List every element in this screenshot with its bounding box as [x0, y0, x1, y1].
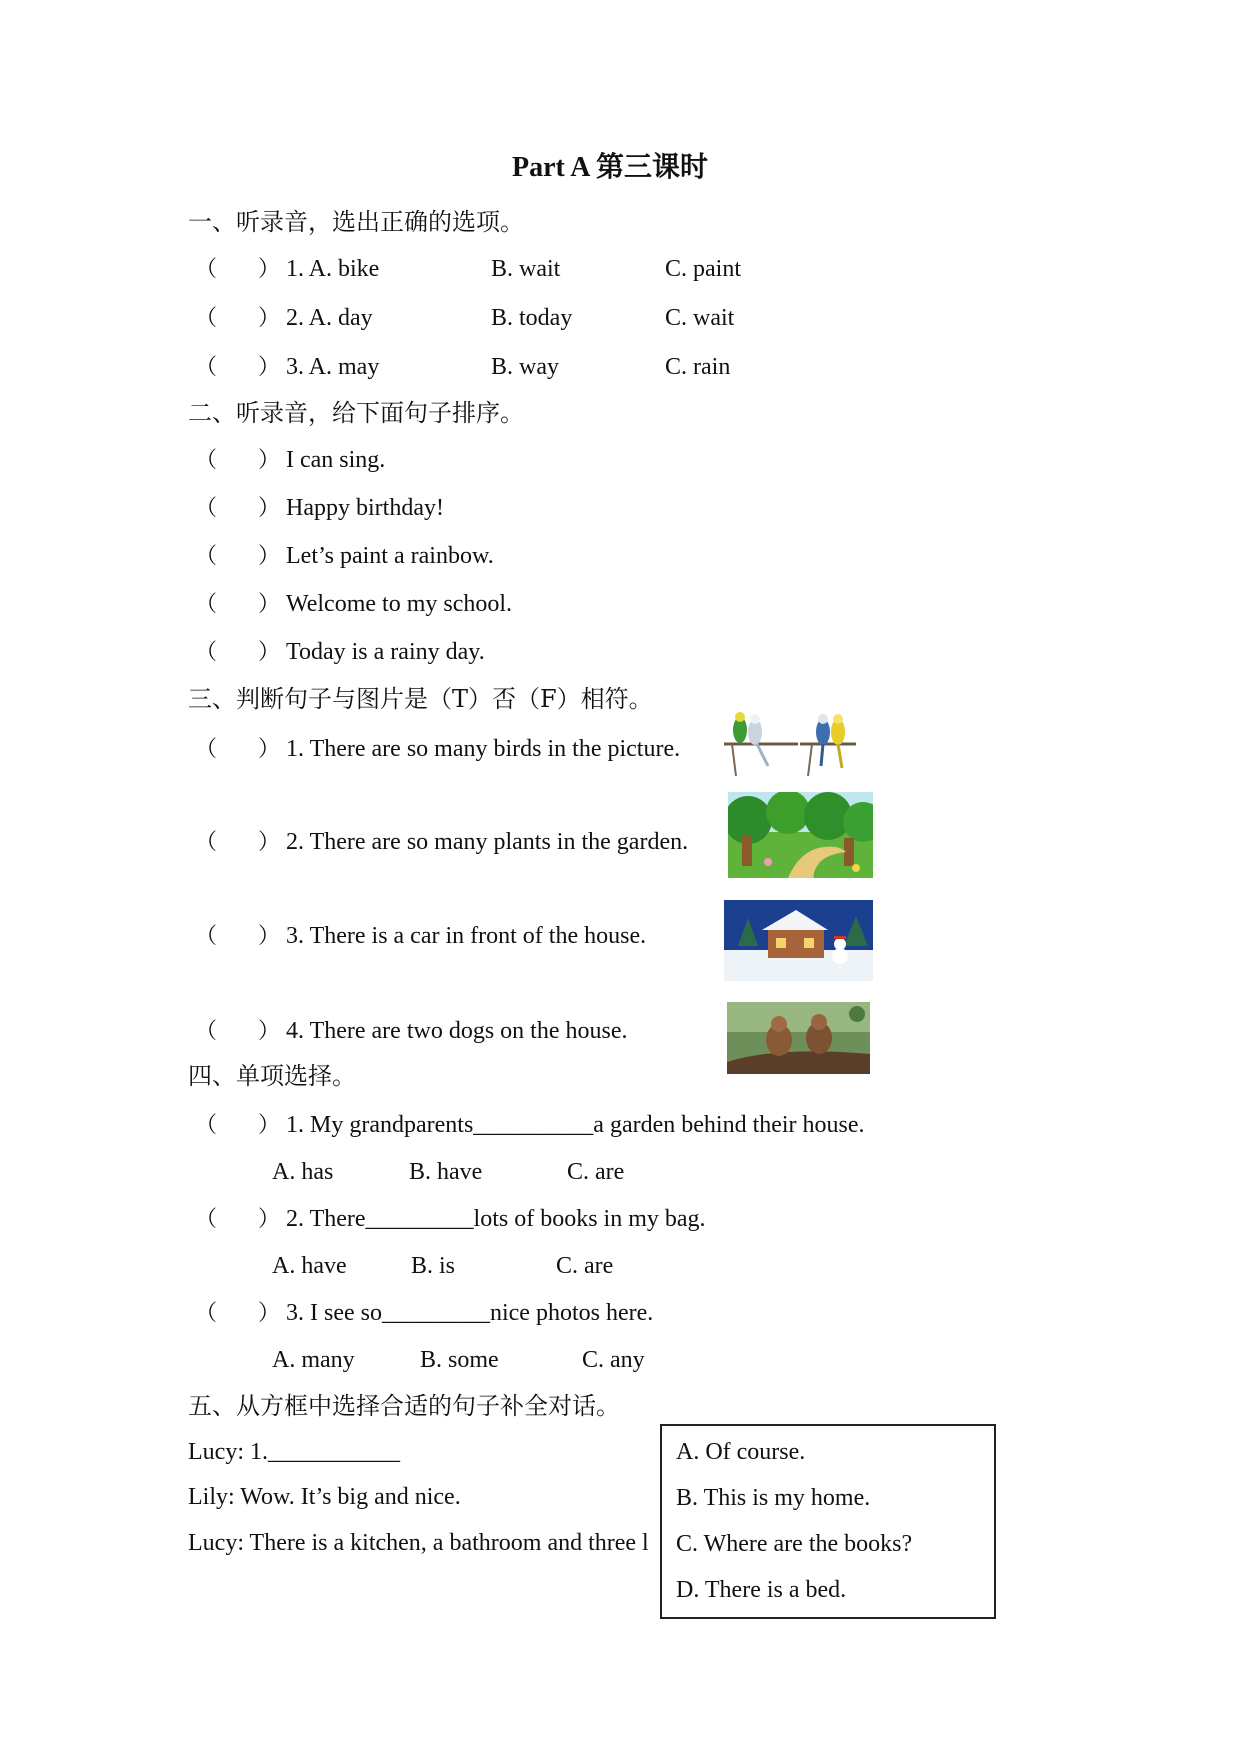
- sentence: Today is a rainy day.: [286, 639, 485, 665]
- options-box: [660, 1424, 996, 1619]
- close-paren: ）: [258, 591, 281, 616]
- option-b: B. way: [491, 354, 559, 380]
- section-3-heading: 三、判断句子与图片是（T）否（F）相符。: [188, 685, 653, 713]
- statement: 4. There are two dogs on the house.: [286, 1018, 628, 1044]
- birds-picture: [720, 706, 860, 778]
- choice-a: A. many: [272, 1347, 355, 1373]
- close-paren: ）: [258, 354, 281, 379]
- open-paren: （: [195, 923, 218, 948]
- close-paren: ）: [258, 1112, 281, 1137]
- option-b: B. This is my home.: [676, 1485, 871, 1511]
- choice-b: B. some: [420, 1347, 499, 1373]
- answer-blank: __________: [473, 1112, 594, 1138]
- sentence: Happy birthday!: [286, 495, 444, 521]
- option-c: C. rain: [665, 354, 731, 380]
- dialogue-line-3: Lucy: There is a kitchen, a bathroom and three l: [188, 1530, 649, 1556]
- answer-blank: _________: [365, 1206, 474, 1232]
- option-a: 1. A. bike: [286, 256, 380, 282]
- section-1-heading: 一、听录音，选出正确的选项。: [188, 208, 524, 236]
- section-5-heading: 五、从方框中选择合适的句子补全对话。: [188, 1392, 620, 1420]
- open-paren: （: [195, 447, 218, 472]
- dialogue-line-1: Lucy: 1.___________: [188, 1439, 400, 1465]
- close-paren: ）: [258, 1018, 281, 1043]
- question-text: 3. I see so_________nice photos here.: [286, 1300, 654, 1326]
- option-b: B. wait: [491, 256, 561, 282]
- close-paren: ）: [258, 736, 281, 761]
- garden-picture: [728, 792, 873, 878]
- open-paren: （: [195, 543, 218, 568]
- choice-c: C. are: [556, 1253, 614, 1279]
- choice-c: C. any: [582, 1347, 645, 1373]
- close-paren: ）: [258, 1300, 281, 1325]
- open-paren: （: [195, 1300, 218, 1325]
- open-paren: （: [195, 256, 218, 281]
- answer-blank: ___________: [267, 1439, 400, 1465]
- open-paren: （: [195, 354, 218, 379]
- option-c: C. Where are the books?: [676, 1531, 913, 1557]
- open-paren: （: [195, 591, 218, 616]
- sentence: Welcome to my school.: [286, 591, 513, 617]
- option-a: 3. A. may: [286, 354, 380, 380]
- section-2-heading: 二、听录音，给下面句子排序。: [188, 399, 524, 427]
- answer-blank: _________: [381, 1300, 490, 1326]
- choice-b: B. is: [411, 1253, 456, 1279]
- option-d: D. There is a bed.: [676, 1577, 847, 1603]
- statement: 3. There is a car in front of the house.: [286, 923, 647, 949]
- snow-house-picture: [724, 900, 873, 981]
- question-text: 2. There_________lots of books in my bag.: [286, 1206, 706, 1232]
- choice-c: C. are: [567, 1159, 625, 1185]
- option-b: B. today: [491, 305, 573, 331]
- statement: 2. There are so many plants in the garden.: [286, 829, 689, 855]
- open-paren: （: [195, 736, 218, 761]
- open-paren: （: [195, 829, 218, 854]
- close-paren: ）: [258, 256, 281, 281]
- dialogue-line-2: Lily: Wow. It’s big and nice.: [188, 1484, 461, 1510]
- open-paren: （: [195, 305, 218, 330]
- close-paren: ）: [258, 447, 281, 472]
- open-paren: （: [195, 639, 218, 664]
- monkeys-picture: [727, 1002, 870, 1074]
- choice-a: A. have: [272, 1253, 347, 1279]
- close-paren: ）: [258, 495, 281, 520]
- section-4-heading: 四、单项选择。: [188, 1062, 356, 1090]
- close-paren: ）: [258, 1206, 281, 1231]
- question-text: 1. My grandparents__________a garden behind their house.: [286, 1112, 865, 1138]
- option-c: C. wait: [665, 305, 735, 331]
- choice-b: B. have: [409, 1159, 483, 1185]
- sentence: I can sing.: [286, 447, 386, 473]
- close-paren: ）: [258, 305, 281, 330]
- close-paren: ）: [258, 923, 281, 948]
- open-paren: （: [195, 1112, 218, 1137]
- option-a: A. Of course.: [676, 1439, 806, 1465]
- open-paren: （: [195, 1018, 218, 1043]
- close-paren: ）: [258, 829, 281, 854]
- option-c: C. paint: [665, 256, 741, 282]
- statement: 1. There are so many birds in the picture.: [286, 736, 681, 762]
- open-paren: （: [195, 1206, 218, 1231]
- close-paren: ）: [258, 543, 281, 568]
- open-paren: （: [195, 495, 218, 520]
- sentence: Let’s paint a rainbow.: [286, 543, 494, 569]
- choice-a: A. has: [272, 1159, 334, 1185]
- page-title: Part A 第三课时: [512, 152, 708, 183]
- option-a: 2. A. day: [286, 305, 373, 331]
- close-paren: ）: [258, 639, 281, 664]
